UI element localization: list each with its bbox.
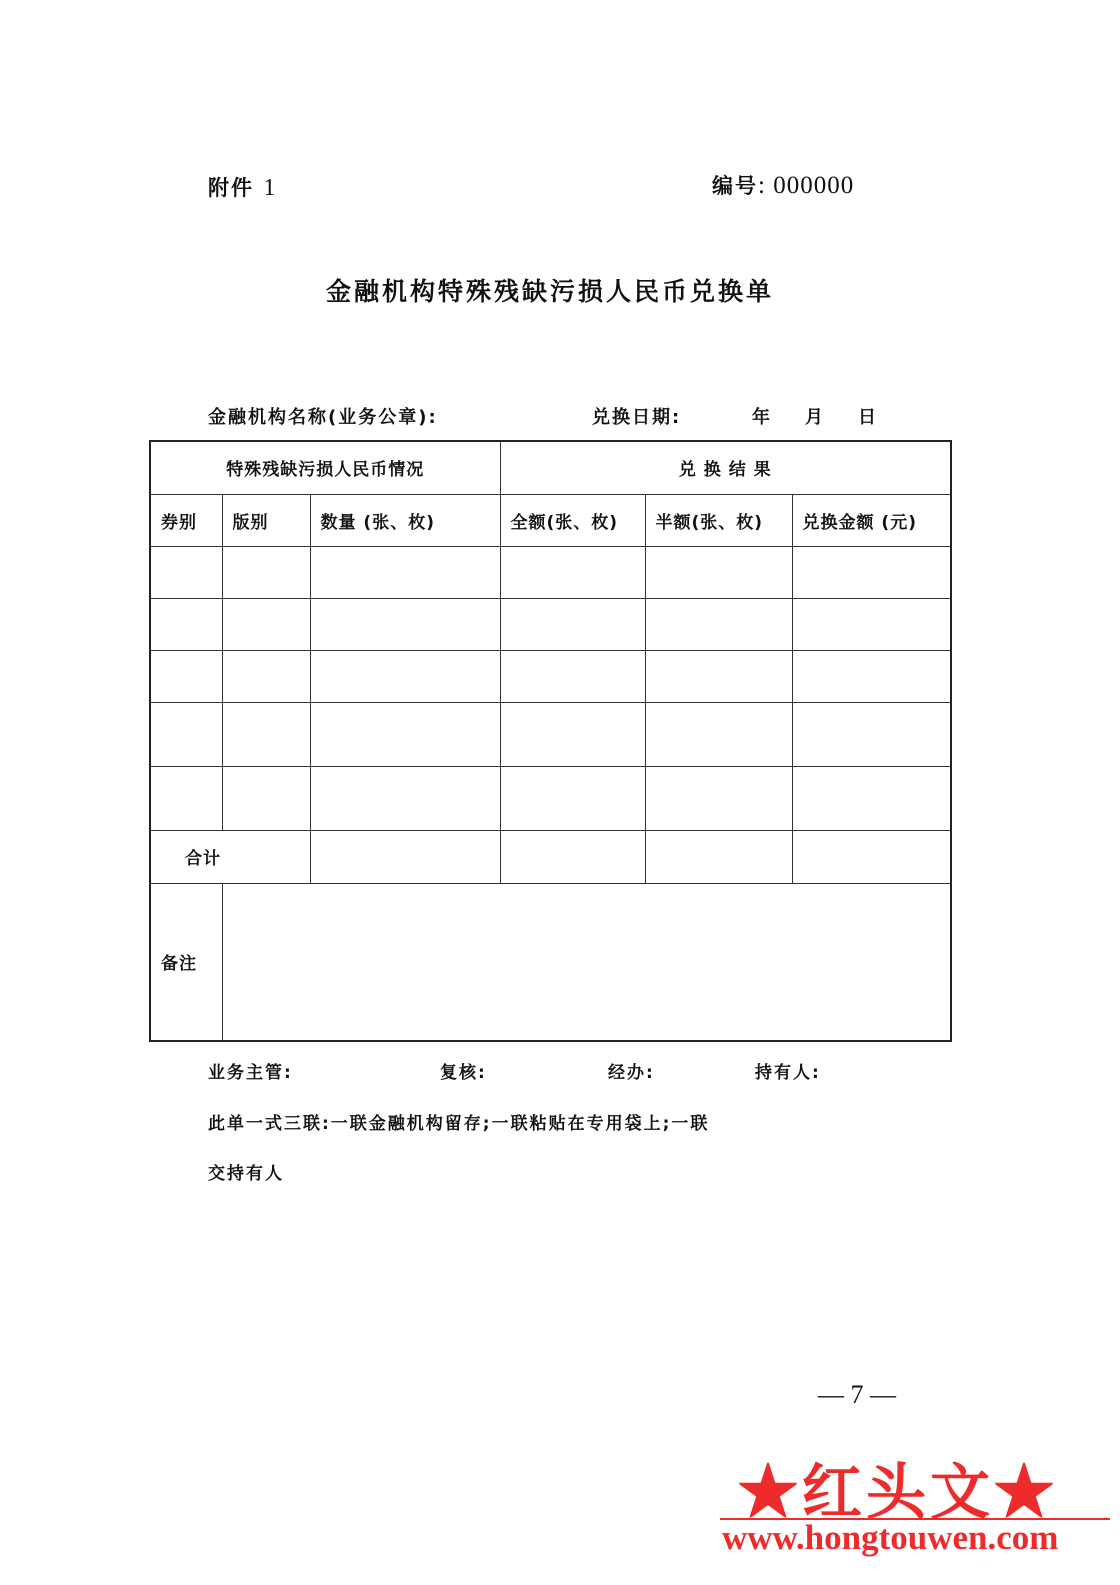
date-year-label: 年 [752, 407, 772, 428]
cell-input[interactable] [645, 598, 792, 650]
serial-number: 编号: 000000 [712, 172, 855, 199]
cell-input[interactable] [645, 702, 792, 766]
cell-input[interactable] [645, 766, 792, 830]
cell-input[interactable] [150, 546, 222, 598]
total-label: 合计 [150, 830, 310, 883]
cell-input[interactable] [150, 598, 222, 650]
cell-input[interactable] [310, 830, 500, 883]
table-row [150, 702, 951, 766]
cell-input[interactable] [150, 650, 222, 702]
cell-input[interactable] [500, 766, 645, 830]
col-exchange-amount: 兑换金额 (元) [792, 494, 951, 546]
watermark-title: ★红头文★ [738, 1458, 1058, 1528]
table-row [150, 546, 951, 598]
col-denomination: 券别 [150, 494, 222, 546]
exchange-date-label: 兑换日期: [592, 407, 682, 428]
group-header-row [150, 441, 951, 494]
cell-input[interactable] [792, 650, 951, 702]
cell-input[interactable] [792, 830, 951, 883]
holder-label: 持有人: [755, 1063, 821, 1083]
cell-input[interactable] [792, 546, 951, 598]
group-header-currency-condition: 特殊残缺污损人民币情况 [150, 441, 500, 494]
table-row [150, 766, 951, 830]
col-full-value: 全额(张、枚) [500, 494, 645, 546]
cell-input[interactable] [222, 546, 310, 598]
cell-input[interactable] [500, 598, 645, 650]
table-row [150, 598, 951, 650]
handler-label: 经办: [608, 1063, 655, 1083]
cell-input[interactable] [792, 766, 951, 830]
attachment-number: 1 [263, 175, 278, 201]
attachment-label: 附件 1 [208, 175, 278, 201]
exchange-form-table [149, 440, 952, 1042]
remarks-row [150, 883, 951, 1041]
remarks-input[interactable] [222, 883, 951, 1041]
cell-input[interactable] [150, 702, 222, 766]
cell-input[interactable] [500, 702, 645, 766]
copies-note-line2: 交持有人 [208, 1164, 284, 1184]
column-header-row [150, 494, 951, 546]
remarks-label: 备注 [150, 883, 222, 1041]
cell-input[interactable] [645, 830, 792, 883]
cell-input[interactable] [500, 830, 645, 883]
cell-input[interactable] [310, 650, 500, 702]
cell-input[interactable] [500, 650, 645, 702]
institution-name-label: 金融机构名称(业务公章): [208, 407, 438, 428]
cell-input[interactable] [310, 702, 500, 766]
total-row [150, 830, 951, 883]
cell-input[interactable] [310, 598, 500, 650]
cell-input[interactable] [310, 766, 500, 830]
cell-input[interactable] [222, 766, 310, 830]
cell-input[interactable] [645, 650, 792, 702]
group-header-exchange-result: 兑 换 结 果 [500, 441, 951, 494]
cell-input[interactable] [310, 546, 500, 598]
watermark-url: www.hongtouwen.com [722, 1518, 1059, 1557]
cell-input[interactable] [792, 702, 951, 766]
serial-value: 000000 [773, 172, 855, 199]
col-edition: 版别 [222, 494, 310, 546]
cell-input[interactable] [500, 546, 645, 598]
cell-input[interactable] [222, 702, 310, 766]
page-number: — 7 — [818, 1380, 896, 1409]
date-month-label: 月 [805, 407, 825, 428]
col-half-value: 半额(张、枚) [645, 494, 792, 546]
date-day-label: 日 [858, 407, 878, 428]
form-title: 金融机构特殊残缺污损人民币兑换单 [325, 277, 774, 306]
copies-note-line1: 此单一式三联:一联金融机构留存;一联粘贴在专用袋上;一联 [208, 1114, 710, 1134]
table-row [150, 650, 951, 702]
cell-input[interactable] [645, 546, 792, 598]
col-quantity: 数量 (张、枚) [310, 494, 500, 546]
cell-input[interactable] [222, 598, 310, 650]
review-label: 复核: [440, 1063, 487, 1083]
cell-input[interactable] [222, 650, 310, 702]
cell-input[interactable] [792, 598, 951, 650]
cell-input[interactable] [150, 766, 222, 830]
supervisor-label: 业务主管: [208, 1063, 293, 1083]
